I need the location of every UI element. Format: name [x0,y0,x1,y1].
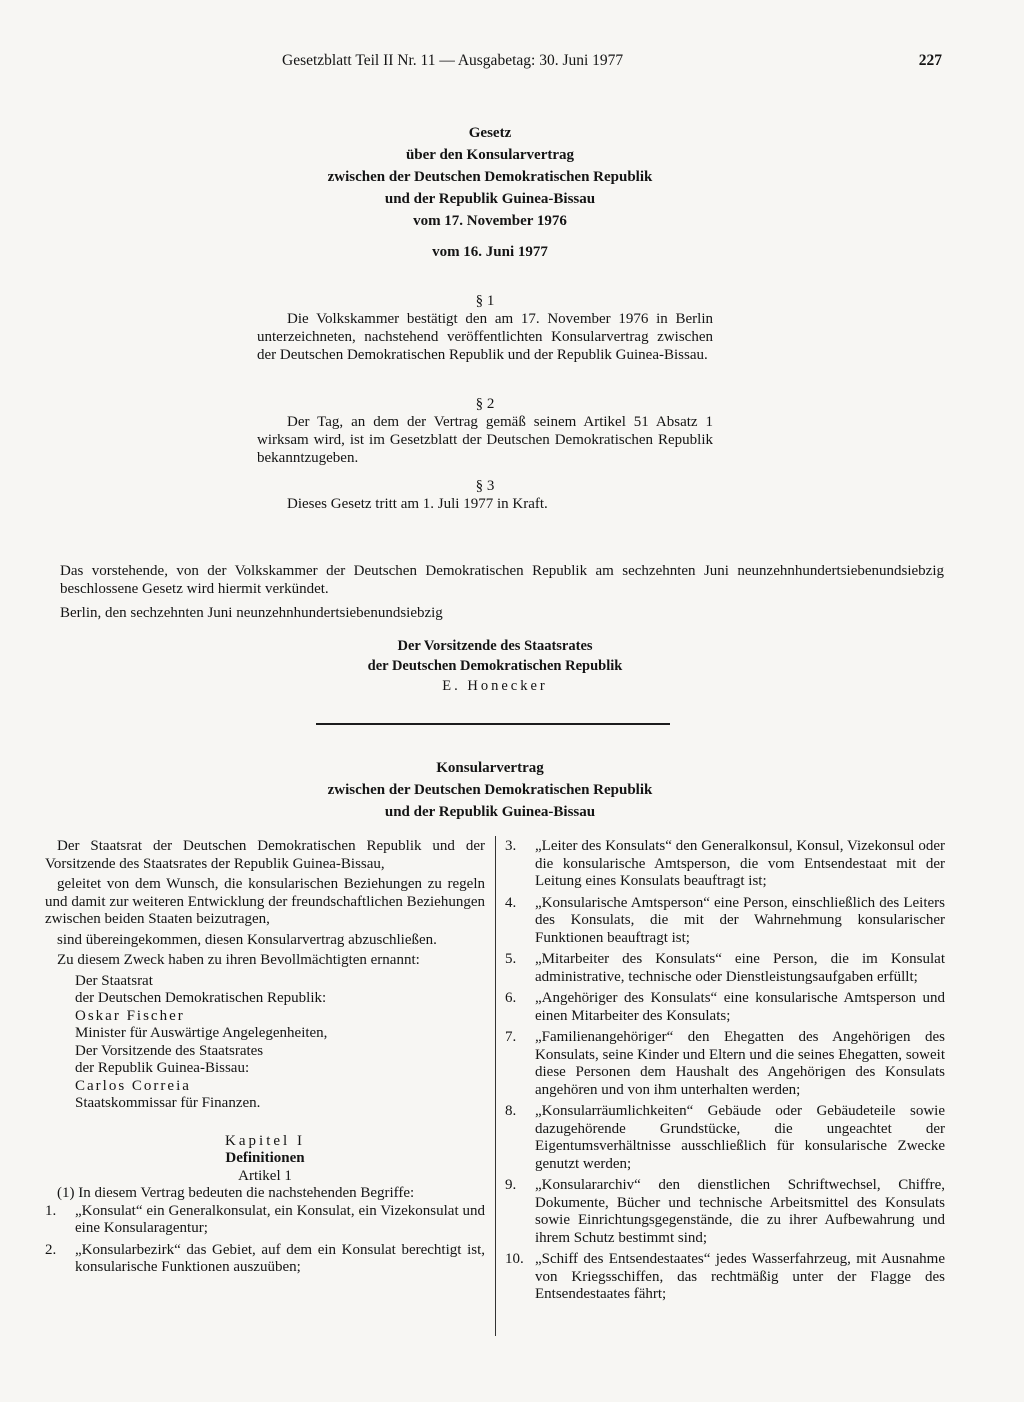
chapter-title: Definitionen [225,1150,305,1166]
plenipotentiary-name: Oskar Fischer [75,1007,185,1024]
preamble-paragraph: sind übereingekommen, diesen Konsularvertrag abzuschließen. [57,931,437,948]
definition-number: 7. [505,1029,517,1045]
section-text: Der Tag, an dem der Vertrag gemäß seinem Artikel 51 Absatz 1 wirksam wird, ist im Gesetzblatt der Deutschen Demokratischen Republik bekanntzugeben. [257,414,713,466]
plenipotentiary-line: der Republik Guinea-Bissau: [75,1060,250,1076]
definition-number: 6. [505,990,517,1006]
plenipotentiary-role: Minister für Auswärtige Angelegenheiten, [75,1025,328,1041]
treaty-title-line: zwischen der Deutschen Demokratischen Republik [327,782,653,798]
running-header [282,52,942,74]
section-text: Dieses Gesetz tritt am 1. Juli 1977 in Kraft. [287,496,548,512]
promulgation-place-date: Berlin, den sechzehnten Juni neunzehnhundertsiebenundsiebzig [60,605,443,621]
signature-block [300,636,690,696]
definition-number: 3. [505,838,517,854]
definition-item [45,1203,485,1238]
section-sign: § 3 [475,478,495,494]
definition-item [505,951,945,986]
law-title-line: über den Konsularvertrag [405,147,575,163]
definition-text: „Konsularräumlichkeiten“ Gebäude oder Gebäudeteile sowie dazugehörende Grundstücke, die ungeachtet der Eigentumsverhältnisse ausschließlich für konsularische Zwecke genutzt werden; [535,1103,945,1172]
signature-line: der Deutschen Demokratischen Republik [367,658,623,674]
definition-number: 2. [45,1241,57,1258]
law-title-line: vom 17. November 1976 [413,213,567,229]
definition-item [45,1242,485,1277]
definition-text: „Konsularbezirk“ das Gebiet, auf dem ein Konsulat berechtigt ist, konsularische Funktionen auszuüben; [75,1241,485,1275]
preamble-paragraph: Zu diesem Zweck haben zu ihren Bevollmächtigten ernannt: [57,952,420,968]
plenipotentiary-name: Carlos Correia [75,1077,191,1094]
chapter-heading: Kapitel I [225,1132,305,1149]
law-section-1 [257,292,713,364]
right-column [505,838,945,1308]
column-divider [495,836,496,1336]
definition-number: 4. [505,894,517,911]
law-title-line: Gesetz [468,125,512,141]
law-title-line: und der Republik Guinea-Bissau [384,191,596,207]
section-text: Die Volkskammer bestätigt den am 17. November 1976 in Berlin unterzeichneten, nachstehend veröffentlichten Konsularvertrag zwischen der Deutschen Demokratischen Republik und der Republik Guinea-Bissau. [257,311,713,363]
definition-number: 5. [505,951,517,967]
section-sign: § 1 [475,293,495,309]
preamble-paragraph: Der Staatsrat der Deutschen Demokratischen Republik und der Vorsitzende des Staatsrates der Republik Guinea-Bissau, [45,838,485,872]
treaty-title-line: Konsularvertrag [436,760,544,776]
plenipotentiary-line: Der Staatsrat [75,972,153,989]
signatory-name: E. Honecker [442,678,548,694]
law-title [270,122,710,232]
definition-text: „Leiter des Konsulats“ den Generalkonsul, Konsul, Vizekonsul oder die konsularische Amtsperson, die vom Entsendestaat mit der Leitung eines Konsulats beauftragt ist; [535,838,945,889]
law-section-3 [257,477,713,513]
definition-item [505,1251,945,1304]
law-date: vom 16. Juni 1977 [432,244,548,260]
treaty-title-line: und der Republik Guinea-Bissau [384,804,596,820]
definition-text: „Schiff des Entsendestaates“ jedes Wasserfahrzeug, mit Ausnahme von Kriegsschiffen, das rechtmäßig unter der Flagge des Entsendestaates fährt; [535,1251,945,1302]
plenipotentiary-role: Staatskommissar für Finanzen. [75,1095,261,1111]
definition-text: „Familienangehöriger“ den Ehegatten des Angehörigen des Konsulats, seine Kinder und Eltern und die seines Ehegatten, soweit diese Personen dem Haushalt des Angehörigen des Konsulats angehören und von ihm unterhalten werden; [535,1029,945,1098]
plenipotentiary-line: der Deutschen Demokratischen Republik: [75,990,327,1006]
definition-item [505,895,945,948]
promulgation-text: Das vorstehende, von der Volkskammer der Deutschen Demokratischen Republik am sechzehnten Juni neunzehnhundertsiebenundsiebzig beschlossene Gesetz wird hiermit verkündet. [60,563,944,597]
article-intro: (1) In diesem Vertrag bedeuten die nachstehenden Begriffe: [57,1185,415,1201]
definition-text: „Konsulararchiv“ den dienstlichen Schriftwechsel, Chiffre, Dokumente, Bücher und technische Arbeitsmittel des Konsulats sowie Einrichtungsgegenstände, die zu ihrer Aufbewahrung und ihrem Schutz bestimmt sind; [535,1177,945,1246]
treaty-title [270,757,710,823]
definition-number: 10. [505,1251,524,1267]
definition-text: „Konsulat“ ein Generalkonsulat, ein Konsulat, ein Vizekonsulat und eine Konsularagentur; [75,1202,485,1236]
page-number: 227 [918,52,942,69]
definition-item [505,1029,945,1099]
article-heading: Artikel 1 [238,1167,292,1184]
definition-item [505,1103,945,1173]
preamble-paragraph: geleitet von dem Wunsch, die konsularischen Beziehungen zu regeln und damit zur weiteren Entwicklung der freundschaftlichen Beziehungen zwischen beiden Staaten beizutragen, [45,876,485,927]
left-column [45,838,485,1281]
section-sign: § 2 [475,396,495,412]
law-section-2 [257,395,713,467]
definition-text: „Konsularische Amtsperson“ eine Person, einschließlich des Leiters des Konsulats, die mit der Wahrnehmung konsularischer Funktionen beauftragt ist; [535,894,945,946]
signature-line: Der Vorsitzende des Staatsrates [397,638,593,654]
definition-item [505,838,945,891]
definition-text: „Angehöriger des Konsulats“ eine konsularische Amtsperson und einen Mitarbeiter des Konsulats; [535,990,945,1024]
plenipotentiary-line: Der Vorsitzende des Staatsrates [75,1042,264,1059]
definition-number: 8. [505,1103,517,1119]
definition-number: 9. [505,1177,517,1193]
law-title-line: zwischen der Deutschen Demokratischen Republik [327,169,653,185]
running-title: Gesetzblatt Teil II Nr. 11 — Ausgabetag: 30. Juni 1977 [282,52,624,69]
definition-item [505,990,945,1025]
definition-number: 1. [45,1202,57,1219]
definition-item [505,1177,945,1247]
section-divider [316,723,670,725]
definition-text: „Mitarbeiter des Konsulats“ eine Person, die im Konsulat administrative, technische oder Dienstleistungsaufgaben erfüllt; [535,951,945,985]
